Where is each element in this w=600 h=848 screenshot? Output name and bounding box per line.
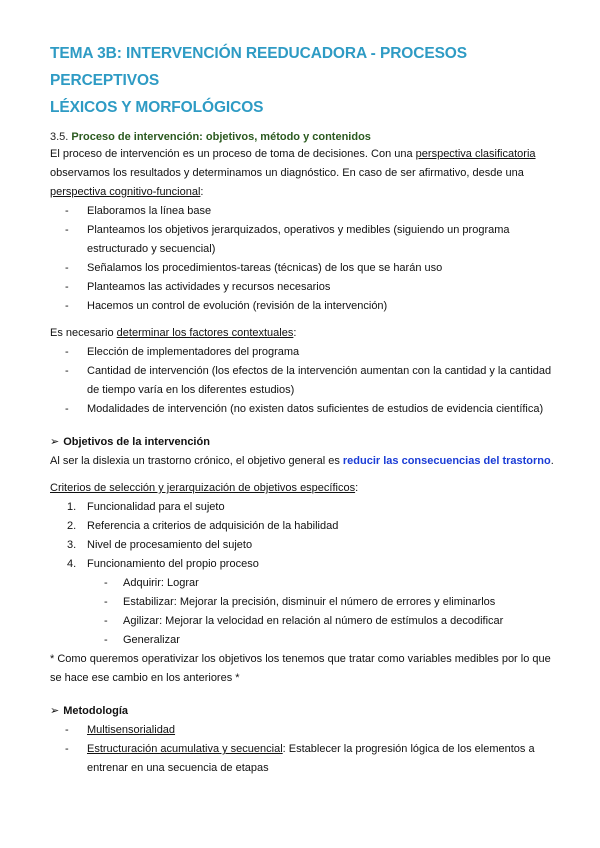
item-number: 4.: [67, 558, 77, 570]
list-item: - Estructuración acumulativa y secuencial: Establecer la progresión lógica de los elementos a entrenar en una secuencia de etapas: [65, 743, 535, 774]
step-text: Planteamos las actividades y recursos necesarios: [87, 281, 331, 293]
process-text: Estabilizar: Mejorar la precisión, disminuir el número de errores y eliminarlos: [123, 596, 496, 608]
list-item: - Agilizar: Mejorar la velocidad en relación al número de estímulos a decodificar: [104, 615, 504, 627]
objectives-text-post: .: [550, 455, 554, 467]
document-page: [50, 40, 560, 778]
intro-text-1: El proceso de intervención es un proceso de toma de decisiones. Con una: [50, 148, 416, 160]
criteria-text: Nivel de procesamiento del sujeto: [87, 539, 253, 551]
objectives-heading: [50, 433, 560, 452]
section-number: 3.5.: [50, 131, 69, 143]
item-number: 1.: [67, 501, 77, 513]
step-text: Planteamos los objetivos jerarquizados, operativos y medibles (siguiendo un programa estructurado y secuencial): [87, 224, 510, 255]
criteria-text: Referencia a criterios de adquisición de la habilidad: [87, 520, 339, 532]
objectives-text-pre: Al ser la dislexia un trastorno crónico, el objetivo general es: [50, 455, 343, 467]
process-text: Generalizar: [123, 634, 180, 646]
list-item: - Planteamos las actividades y recursos necesarios: [65, 281, 331, 293]
methodology-list: [50, 721, 560, 778]
criteria-text: Funcionalidad para el sujeto: [87, 501, 225, 513]
criteria-heading-text: Criterios de selección y jerarquización de objetivos específicos: [50, 482, 356, 494]
list-item: - Cantidad de intervención (los efectos de la intervención aumentan con la cantidad y la cantidad de tiempo varía en los diferentes estudios): [65, 365, 552, 396]
list-item: - Adquirir: Lograr: [104, 577, 199, 589]
list-item: - Señalamos los procedimientos-tareas (técnicas) de los que se harán uso: [65, 262, 443, 274]
list-item: [50, 498, 560, 517]
list-item: - Elección de implementadores del programa: [65, 346, 300, 358]
list-item: - Multisensorialidad: [65, 724, 176, 736]
perspectiva-clasificatoria: perspectiva clasificatoria: [415, 148, 536, 160]
criteria-list: [50, 498, 560, 574]
factores-contextuales: determinar los factores contextuales: [116, 327, 294, 339]
intro-text-3: :: [200, 186, 204, 198]
objectives-heading-text: Objetivos de la intervención: [63, 436, 210, 448]
process-text: Agilizar: Mejorar la velocidad en relación al número de estímulos a decodificar: [123, 615, 504, 627]
methodology-heading: [50, 702, 560, 721]
methodology-heading-text: Metodología: [63, 705, 128, 717]
factor-text: Elección de implementadores del programa: [87, 346, 300, 358]
item-number: 3.: [67, 539, 77, 551]
process-sublist: [50, 574, 560, 650]
factor-text: Cantidad de intervención (los efectos de la intervención aumentan con la cantidad y la cantidad de tiempo varía en los diferentes estudios): [87, 365, 552, 396]
section-title: Proceso de intervención: objetivos, método y contenidos: [71, 131, 371, 143]
factor-text: Modalidades de intervención (no existen datos suficientes de estudios de evidencia científica): [87, 403, 544, 415]
page-title: [50, 40, 560, 121]
section-heading: [50, 129, 560, 145]
methodology-text: : Establecer la progresión lógica de los elementos a entrenar en una secuencia de etapas: [87, 743, 535, 774]
list-item: - Generalizar: [104, 634, 180, 646]
criteria-colon: :: [355, 482, 359, 494]
step-text: Señalamos los procedimientos-tareas (técnicas) de los que se harán uso: [87, 262, 443, 274]
list-item: - Elaboramos la línea base: [65, 205, 212, 217]
item-number: 2.: [67, 520, 77, 532]
factors-list: [50, 343, 560, 419]
highlight-text: reducir las consecuencias del trastorno: [342, 455, 551, 467]
list-item: - Modalidades de intervención (no existen datos suficientes de estudios de evidencia científica): [65, 403, 544, 415]
criteria-heading: [50, 479, 560, 498]
list-item: [50, 555, 560, 574]
methodology-text: Multisensorialidad: [87, 724, 176, 736]
methodology-link: Estructuración acumulativa y secuencial: [87, 743, 283, 755]
context-paragraph: [50, 324, 560, 343]
intro-paragraph: [50, 145, 560, 202]
objectives-paragraph: [50, 452, 560, 471]
title-line-1: TEMA 3B: INTERVENCIÓN REEDUCADORA - PROCESOS PERCEPTIVOS: [50, 45, 468, 89]
process-text: Adquirir: Lograr: [123, 577, 199, 589]
title-line-2: LÉXICOS Y MORFOLÓGICOS: [50, 99, 264, 116]
steps-list: [50, 202, 560, 316]
context-text-post: :: [293, 327, 297, 339]
list-item: [50, 517, 560, 536]
list-item: - Hacemos un control de evolución (revisión de la intervención): [65, 300, 388, 312]
list-item: - Planteamos los objetivos jerarquizados, operativos y medibles (siguiendo un programa estructurado y secuencial): [65, 224, 510, 255]
list-item: - Estabilizar: Mejorar la precisión, disminuir el número de errores y eliminarlos: [104, 596, 496, 608]
criteria-text: Funcionamiento del propio proceso: [87, 558, 259, 570]
list-item: [50, 536, 560, 555]
intro-text-2: observamos los resultados y determinamos un diagnóstico. En caso de ser afirmativo, desde una: [50, 167, 524, 179]
context-text-pre: Es necesario: [50, 327, 117, 339]
step-text: Hacemos un control de evolución (revisión de la intervención): [87, 300, 388, 312]
perspectiva-cognitivo-funcional: perspectiva cognitivo-funcional: [50, 186, 201, 198]
note-paragraph: * Como queremos operativizar los objetivos los tenemos que tratar como variables medibles por lo que se hace ese cambio en los anteriores *: [50, 653, 551, 684]
step-text: Elaboramos la línea base: [87, 205, 212, 217]
arrow-bullet-icon: ➢: [50, 436, 60, 448]
arrow-bullet-icon: ➢: [50, 705, 60, 717]
